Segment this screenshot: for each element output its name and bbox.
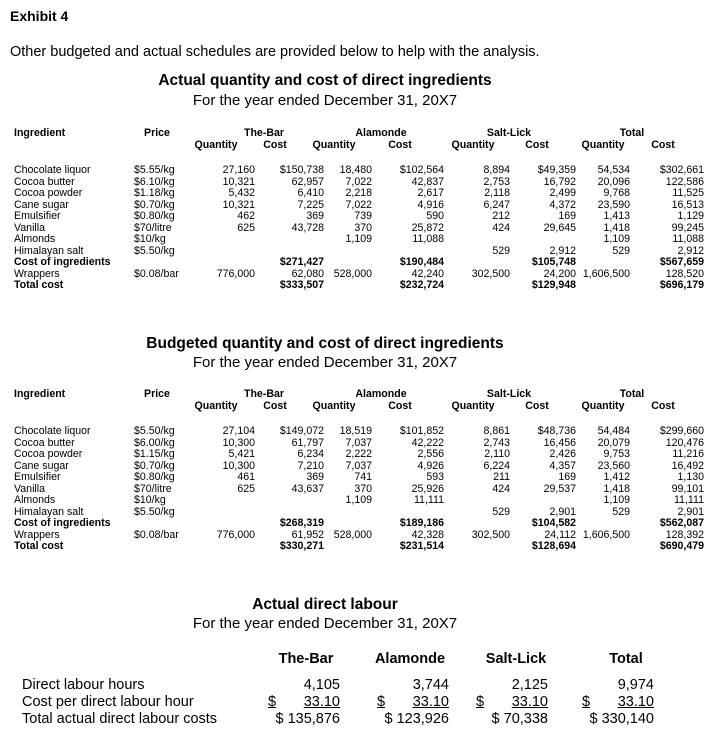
value-cell: 7,225 (297, 198, 324, 211)
price-cell: $70/litre (134, 482, 172, 495)
value-cell: 128,392 (665, 528, 704, 541)
labour-col-header: The-Bar (278, 651, 334, 667)
value-cell: 43,637 (291, 482, 324, 495)
labour-value: 33.10 (412, 694, 449, 710)
value-cell: 528,000 (333, 267, 372, 280)
value-cell: 25,872 (411, 221, 444, 234)
value-cell: 61,797 (291, 436, 324, 449)
value-cell: 62,957 (291, 175, 324, 188)
col-group-header: The-Bar (243, 127, 285, 139)
value-cell: 27,104 (222, 425, 255, 437)
labour-row (22, 694, 662, 711)
price-cell: $0.08/bar (134, 267, 179, 280)
value-cell: $562,087 (659, 517, 704, 529)
value-cell: 529 (492, 505, 510, 518)
exhibit-title: Exhibit 4 (10, 8, 69, 24)
value-cell: 54,484 (597, 425, 630, 437)
value-cell: 8,861 (483, 425, 510, 437)
currency-symbol: $ (582, 694, 591, 710)
col-subheader: Cost (263, 399, 287, 412)
value-cell: $102,564 (399, 164, 444, 176)
row-label: Cane sugar (14, 198, 69, 211)
price-cell: $1.18/kg (134, 187, 175, 199)
value-cell: $333,507 (279, 279, 324, 291)
row-label: Total cost (14, 540, 64, 552)
value-cell: 2,901 (677, 505, 704, 518)
value-cell: 369 (306, 471, 324, 483)
labour-value: 2,125 (511, 677, 548, 693)
value-cell: 302,500 (471, 528, 510, 541)
value-cell: 29,537 (543, 482, 576, 495)
col-group-header: Total (619, 127, 645, 139)
col-subheader: Cost (651, 399, 675, 412)
value-cell: 370 (354, 482, 372, 495)
value-cell: 25,926 (411, 482, 444, 495)
value-cell: 211 (493, 471, 510, 483)
labour-value: 33.10 (511, 694, 548, 710)
row-label: Cocoa powder (14, 448, 83, 460)
value-cell: 2,110 (484, 448, 510, 460)
value-cell: 42,837 (411, 175, 444, 188)
value-cell: 5,421 (228, 448, 255, 460)
value-cell: 122,586 (665, 175, 704, 188)
value-cell: 1,418 (603, 482, 630, 495)
value-cell: 11,111 (413, 494, 444, 506)
value-cell: 27,160 (222, 164, 255, 176)
value-cell: 2,218 (345, 187, 372, 199)
value-cell: 2,118 (484, 187, 510, 199)
value-cell: 42,328 (411, 528, 444, 541)
currency-symbol: $ (268, 694, 277, 710)
value-cell: 128,520 (665, 267, 704, 280)
row-label: Cane sugar (14, 459, 69, 472)
value-cell: 593 (426, 471, 444, 483)
value-cell: 212 (492, 210, 510, 222)
labour-value: $ 70,338 (491, 711, 548, 727)
value-cell: 4,357 (549, 459, 576, 472)
value-cell: 461 (237, 471, 255, 483)
value-cell: 16,456 (543, 436, 576, 449)
row-label: Himalayan salt (14, 244, 84, 257)
value-cell: 24,200 (543, 267, 576, 280)
value-cell: 4,372 (549, 198, 576, 211)
value-cell: $129,948 (531, 279, 576, 291)
col-subheader: Quantity (194, 138, 238, 151)
value-cell: 8,894 (483, 164, 510, 176)
price-cell: $0.70/kg (134, 459, 175, 472)
labour-value: $ 123,926 (384, 711, 449, 727)
value-cell: 10,300 (222, 459, 255, 472)
value-cell: 776,000 (216, 528, 255, 541)
price-cell: $6.00/kg (134, 436, 175, 449)
col-subheader: Quantity (312, 399, 356, 412)
row-label: Chocolate liquor (14, 164, 91, 176)
value-cell: 2,912 (677, 244, 704, 257)
value-cell: $268,319 (279, 517, 324, 529)
value-cell: $190,484 (399, 256, 444, 268)
labour-value: 4,105 (303, 677, 340, 693)
value-cell: 20,079 (597, 436, 630, 449)
col-subheader: Cost (263, 138, 287, 151)
value-cell: 302,500 (471, 267, 510, 280)
value-cell: 54,534 (597, 164, 630, 176)
value-cell: 6,410 (297, 187, 324, 199)
labour-value: 3,744 (412, 677, 449, 693)
value-cell: 2,901 (549, 505, 576, 518)
row-label: Almonds (14, 494, 56, 506)
value-cell: 62,080 (291, 267, 324, 280)
row-label: Cost of ingredients (14, 256, 111, 268)
value-cell: 2,753 (483, 175, 510, 188)
currency-symbol: $ (377, 694, 386, 710)
price-cell: $1.15/kg (134, 448, 175, 460)
value-cell: 23,560 (597, 459, 630, 472)
labour-table (22, 651, 662, 728)
value-cell: 2,426 (549, 448, 576, 460)
value-cell: 16,492 (671, 459, 704, 472)
value-cell: 11,525 (672, 187, 704, 199)
budget-title: Budgeted quantity and cost of direct ingredients (146, 335, 504, 352)
labour-subtitle: For the year ended December 31, 20X7 (192, 615, 458, 632)
value-cell: 2,222 (345, 448, 372, 460)
value-cell: $302,661 (659, 164, 704, 176)
value-cell: 42,240 (411, 267, 444, 280)
col-group-header: Total (619, 388, 645, 400)
price-cell: $5.50/kg (134, 505, 175, 518)
value-cell: 10,321 (222, 198, 255, 211)
col-subheader: Quantity (581, 399, 625, 412)
value-cell: 370 (354, 221, 372, 234)
row-label: Cost of ingredients (14, 517, 111, 529)
price-cell: $10/kg (134, 494, 166, 506)
col-subheader: Cost (525, 138, 549, 151)
value-cell: 529 (612, 505, 630, 518)
col-group-header: Alamonde (355, 388, 407, 400)
labour-col-header: Salt-Lick (485, 651, 547, 667)
value-cell: 1,109 (345, 233, 372, 245)
value-cell: 1,109 (603, 233, 630, 245)
labour-row-label: Total actual direct labour costs (22, 711, 218, 727)
value-cell: 61,952 (291, 528, 324, 541)
value-cell: 529 (492, 244, 510, 257)
price-cell: $0.08/bar (134, 528, 179, 541)
value-cell: 169 (558, 471, 576, 483)
labour-value: $ 135,876 (275, 711, 340, 727)
value-cell: 11,111 (673, 494, 704, 506)
price-cell: $5.55/kg (134, 164, 175, 176)
value-cell: 29,645 (543, 221, 576, 234)
value-cell: 739 (354, 210, 372, 222)
row-label: Himalayan salt (14, 505, 84, 518)
value-cell: $299,660 (659, 425, 704, 437)
row-label: Cocoa powder (14, 187, 83, 199)
value-cell: 369 (306, 210, 324, 222)
value-cell: $150,738 (279, 164, 324, 176)
value-cell: $128,694 (531, 540, 576, 552)
value-cell: 10,321 (222, 175, 255, 188)
value-cell: 2,499 (549, 187, 576, 199)
col-group-header: The-Bar (243, 388, 285, 400)
value-cell: 6,224 (483, 459, 510, 472)
value-cell: $101,852 (399, 425, 444, 437)
price-cell: $0.80/kg (134, 471, 175, 483)
value-cell: 7,037 (345, 436, 372, 449)
price-cell: $10/kg (134, 233, 166, 245)
labour-value: 9,974 (617, 677, 654, 693)
col-group-header: Salt-Lick (486, 388, 532, 400)
col-subheader: Quantity (581, 138, 625, 151)
actual-title: Actual quantity and cost of direct ingredients (158, 72, 492, 89)
value-cell: 7,037 (345, 459, 372, 472)
value-cell: 16,513 (671, 198, 704, 211)
value-cell: $231,514 (399, 540, 444, 552)
value-cell: 20,096 (597, 175, 630, 188)
price-cell: $0.70/kg (134, 198, 175, 211)
value-cell: 11,216 (672, 448, 704, 460)
col-subheader: Quantity (451, 138, 495, 151)
value-cell: $104,582 (531, 517, 576, 529)
value-cell: $105,748 (531, 256, 576, 268)
value-cell: 1,109 (603, 494, 630, 506)
col-group-header: Salt-Lick (486, 127, 532, 139)
budget-subtitle: For the year ended December 31, 20X7 (192, 354, 458, 371)
row-label: Vanilla (14, 482, 46, 495)
labour-col-header: Total (609, 651, 643, 667)
value-cell: 43,728 (291, 221, 324, 234)
value-cell: 99,245 (671, 221, 704, 234)
value-cell: $232,724 (399, 279, 444, 291)
value-cell: 1,606,500 (582, 528, 630, 541)
value-cell: 1,130 (677, 471, 704, 483)
value-cell: 7,022 (345, 175, 372, 188)
value-cell: $271,427 (279, 256, 324, 268)
value-cell: 11,088 (412, 233, 444, 245)
value-cell: 1,413 (603, 210, 630, 222)
value-cell: $696,179 (659, 279, 704, 291)
row-label: Chocolate liquor (14, 425, 91, 437)
value-cell: 18,519 (339, 425, 372, 437)
col-header-price: Price (144, 388, 170, 400)
value-cell: 169 (558, 210, 576, 222)
value-cell: 2,743 (483, 436, 510, 449)
col-header-ingredient: Ingredient (14, 127, 66, 139)
labour-row-label: Cost per direct labour hour (22, 694, 194, 710)
row-label: Cocoa butter (14, 175, 75, 188)
value-cell: $690,479 (659, 540, 704, 552)
col-header-ingredient: Ingredient (14, 388, 66, 400)
labour-row (22, 677, 662, 694)
col-subheader: Cost (525, 399, 549, 412)
labour-col-header: Alamonde (374, 651, 446, 667)
value-cell: 1,418 (603, 221, 630, 234)
col-subheader: Cost (388, 138, 412, 151)
value-cell: 7,210 (297, 459, 324, 472)
value-cell: $189,186 (399, 517, 444, 529)
value-cell: 6,247 (483, 198, 510, 211)
labour-header-row (22, 651, 662, 677)
value-cell: $330,271 (279, 540, 324, 552)
value-cell: 741 (354, 471, 372, 483)
labour-value: 33.10 (617, 694, 654, 710)
value-cell: 23,590 (597, 198, 630, 211)
value-cell: $48,736 (537, 425, 576, 437)
value-cell: 16,792 (543, 175, 576, 188)
value-cell: 462 (237, 210, 255, 222)
value-cell: 776,000 (216, 267, 255, 280)
value-cell: 99,101 (671, 482, 704, 495)
labour-title: Actual direct labour (252, 596, 398, 613)
value-cell: 4,926 (417, 459, 444, 472)
price-cell: $5.50/kg (134, 425, 175, 437)
value-cell: 529 (612, 244, 630, 257)
actual-subtitle: For the year ended December 31, 20X7 (192, 92, 458, 109)
row-label: Cocoa butter (14, 436, 75, 449)
col-group-header: Alamonde (355, 127, 407, 139)
col-subheader: Cost (388, 399, 412, 412)
value-cell: 42,222 (411, 436, 444, 449)
row-label: Emulsifier (14, 210, 61, 222)
value-cell: 1,412 (603, 471, 630, 483)
row-label: Vanilla (14, 221, 46, 234)
intro-text: Other budgeted and actual schedules are provided below to help with the analysis. (10, 44, 540, 60)
value-cell: 10,300 (222, 436, 255, 449)
col-header-price: Price (144, 127, 170, 139)
value-cell: 2,556 (417, 448, 444, 460)
value-cell: 625 (237, 221, 255, 234)
col-subheader: Quantity (312, 138, 356, 151)
value-cell: 2,912 (549, 244, 576, 257)
value-cell: 9,768 (603, 187, 630, 199)
col-subheader: Quantity (451, 399, 495, 412)
currency-symbol: $ (476, 694, 485, 710)
value-cell: 424 (492, 482, 510, 495)
value-cell: 9,753 (603, 448, 630, 460)
value-cell: 7,022 (345, 198, 372, 211)
value-cell: 120,476 (665, 436, 704, 449)
row-label: Total cost (14, 279, 64, 291)
value-cell: $149,072 (279, 425, 324, 437)
row-label: Wrappers (14, 267, 60, 280)
row-label: Emulsifier (14, 471, 61, 483)
row-label: Wrappers (14, 528, 60, 541)
value-cell: 590 (426, 210, 444, 222)
value-cell: 24,112 (544, 528, 576, 541)
value-cell: $49,359 (537, 164, 576, 176)
col-subheader: Quantity (194, 399, 238, 412)
labour-row (22, 711, 662, 728)
value-cell: 1,129 (677, 210, 704, 222)
value-cell: 5,432 (228, 187, 255, 199)
value-cell: 528,000 (333, 528, 372, 541)
value-cell: 4,916 (417, 198, 444, 211)
value-cell: 1,109 (345, 494, 372, 506)
value-cell: 2,617 (417, 187, 444, 199)
price-cell: $6.10/kg (134, 175, 175, 188)
value-cell: 6,234 (297, 448, 324, 460)
price-cell: $5.50/kg (134, 244, 175, 257)
labour-value: 33.10 (303, 694, 340, 710)
row-label: Almonds (14, 233, 56, 245)
col-subheader: Cost (651, 138, 675, 151)
price-cell: $70/litre (134, 221, 172, 234)
labour-row-label: Direct labour hours (22, 677, 145, 693)
price-cell: $0.80/kg (134, 210, 175, 222)
value-cell: 11,088 (672, 233, 704, 245)
value-cell: 424 (492, 221, 510, 234)
labour-value: $ 330,140 (589, 711, 654, 727)
value-cell: 1,606,500 (582, 267, 630, 280)
value-cell: 625 (237, 482, 255, 495)
value-cell: 18,480 (339, 164, 372, 176)
value-cell: $567,659 (659, 256, 704, 268)
